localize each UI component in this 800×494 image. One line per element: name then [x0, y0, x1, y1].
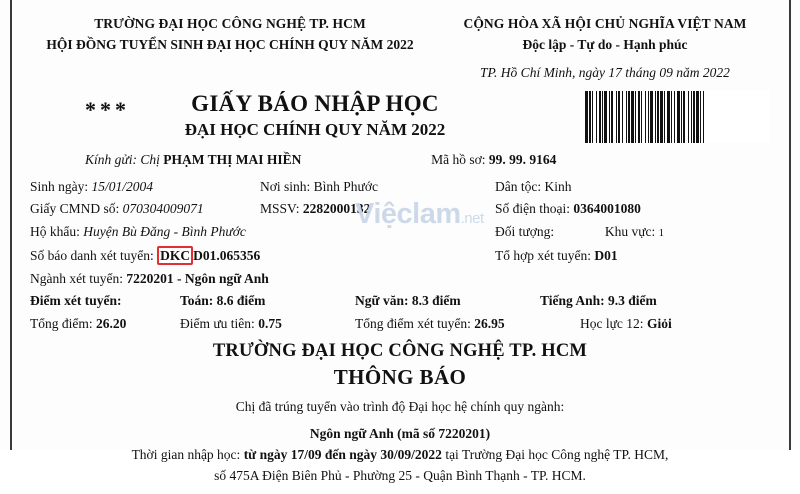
recipient-salutation: Chị	[140, 151, 160, 167]
info-row-residence	[30, 221, 770, 244]
national-motto: Độc lập - Tự do - Hạnh phúc	[522, 37, 688, 53]
math-value: 8.6 điểm	[216, 293, 266, 309]
watermark-text: Việclam	[355, 198, 461, 230]
issue-date: TP. Hồ Chí Minh, ngày 17 tháng 09 năm 2022	[480, 64, 730, 80]
id-card-value: 070304009071	[122, 201, 204, 217]
candidate-number-label: Số báo danh xét tuyển:	[30, 248, 154, 264]
residence-label: Hộ khẩu:	[30, 223, 80, 239]
recipient-prefix: Kính gửi:	[85, 151, 137, 167]
document-title: GIẤY BÁO NHẬP HỌC	[191, 90, 439, 116]
phone-cell	[495, 198, 740, 219]
major-code: 7220201	[126, 270, 174, 286]
major-label: Ngành xét tuyển:	[30, 270, 123, 286]
literature-label: Ngữ văn:	[355, 293, 409, 309]
admission-council-text: HỘI ĐỒNG TUYỂN SINH ĐẠI HỌC CHÍNH QUY NĂM 2022	[46, 37, 414, 53]
ho-so-label: Mã hồ sơ:	[431, 151, 486, 167]
area-value: 1	[658, 226, 665, 239]
academic-grade-label: Học lực 12:	[580, 315, 644, 331]
admission-council-name	[30, 34, 430, 56]
announcement-school-name: TRƯỜNG ĐẠI HỌC CÔNG NGHỆ TP. HCM	[212, 340, 588, 361]
info-row-candidate-number	[30, 245, 770, 266]
score-row-totals	[30, 313, 770, 334]
student-id-label: MSSV:	[260, 201, 300, 217]
score-row-subjects	[30, 290, 770, 311]
header-right-block	[440, 14, 770, 81]
enrollment-place-suffix: tại Trường Đại học Công nghệ TP. HCM,	[445, 446, 669, 462]
id-card-label: Giấy CMND số:	[30, 201, 120, 217]
enrollment-time-value: từ ngày 17/09 đến ngày 30/09/2022	[243, 446, 442, 462]
birth-date-cell	[30, 176, 260, 197]
priority-object-label: Đối tượng:	[495, 223, 555, 239]
recipient-name: PHẠM THỊ MAI HIỀN	[163, 151, 302, 167]
candidate-number-value: D01.065356	[193, 248, 261, 264]
ethnicity-label: Dân tộc:	[495, 178, 542, 194]
announcement-line-4: số 475A Điện Biên Phủ - Phường 25 - Quận Bình Thạnh - TP. HCM.	[214, 467, 586, 483]
info-row-major	[30, 268, 770, 289]
stars-decoration: ***	[85, 96, 130, 122]
announcement-line-3	[30, 444, 770, 465]
university-name: TRƯỜNG ĐẠI HỌC CÔNG NGHỆ TP. HCM	[94, 16, 366, 31]
birth-place-value: Bình Phước	[313, 178, 378, 194]
english-label: Tiếng Anh:	[540, 293, 605, 309]
phone-label: Số điện thoại:	[495, 201, 570, 217]
residence-value: Huyện Bù Đăng - Bình Phước	[83, 223, 246, 239]
residence-cell	[30, 221, 495, 244]
math-score-cell	[180, 290, 355, 311]
document-subtitle: ĐẠI HỌC CHÍNH QUY NĂM 2022	[184, 119, 446, 139]
subject-group-cell	[495, 245, 740, 266]
math-label: Toán:	[180, 293, 214, 309]
priority-score-cell	[180, 313, 355, 334]
recipient-line	[30, 149, 770, 170]
score-label: Điểm xét tuyển:	[30, 293, 122, 309]
national-title: CỘNG HÒA XÃ HỘI CHỦ NGHĨA VIỆT NAM	[463, 16, 747, 31]
admission-total-value: 26.95	[474, 315, 505, 331]
birth-date-value: 15/01/2004	[91, 178, 154, 194]
page-border-left	[10, 0, 12, 450]
document-header	[30, 14, 770, 81]
birth-date-label: Sinh ngày:	[30, 178, 89, 194]
priority-score-value: 0.75	[258, 315, 282, 331]
area-label: Khu vực:	[604, 223, 656, 239]
announcement-line-1: Chị đã trúng tuyển vào trình độ Đại học hệ chính quy ngành:	[235, 398, 565, 414]
english-value: 9.3 điểm	[608, 293, 657, 309]
student-id-cell	[260, 198, 495, 219]
header-left-block	[30, 14, 430, 56]
admission-total-cell	[355, 313, 580, 334]
info-row-id	[30, 198, 770, 219]
literature-score-cell	[355, 290, 540, 311]
candidate-number-prefix-highlight: DKC	[157, 246, 193, 265]
major-name: - Ngôn ngữ Anh	[176, 270, 269, 286]
watermark-suffix: .net	[460, 210, 484, 227]
total-score-label: Tổng điểm:	[30, 315, 93, 331]
info-row-birth	[30, 176, 770, 197]
candidate-number-cell	[30, 245, 495, 266]
literature-value: 8.3 điểm	[411, 293, 461, 309]
birth-place-label: Nơi sinh:	[260, 178, 311, 194]
announcement-major: Ngôn ngữ Anh (mã số 7220201)	[309, 425, 491, 441]
barcode	[585, 91, 770, 143]
priority-object-cell	[495, 221, 740, 244]
academic-grade-value: Giỏi	[646, 315, 672, 331]
ethnicity-cell	[495, 176, 740, 197]
major-cell	[30, 268, 495, 289]
academic-grade-cell	[580, 313, 740, 334]
subject-group-label: Tổ hợp xét tuyển:	[495, 248, 591, 264]
enrollment-time-label: Thời gian nhập học:	[131, 446, 241, 462]
title-block	[30, 91, 770, 149]
phone-value: 0364001080	[573, 201, 641, 217]
total-score-cell	[30, 313, 180, 334]
priority-score-label: Điểm ưu tiên:	[180, 315, 255, 331]
subject-group-value: D01	[594, 248, 618, 264]
student-id-value: 2282000132	[302, 201, 371, 217]
total-score-value: 26.20	[96, 315, 127, 331]
admission-total-label: Tổng điểm xét tuyển:	[355, 315, 471, 331]
ho-so-value: 99. 99. 9164	[488, 151, 557, 167]
birth-place-cell	[260, 176, 495, 197]
announcement-heading: THÔNG BÁO	[333, 364, 467, 389]
score-label-cell	[30, 290, 180, 311]
english-score-cell	[540, 290, 720, 311]
page-border-right	[789, 0, 791, 450]
announcement-line-5	[30, 486, 770, 494]
info-grid	[30, 176, 770, 334]
id-card-cell	[30, 198, 260, 219]
ethnicity-value: Kinh	[544, 178, 572, 194]
